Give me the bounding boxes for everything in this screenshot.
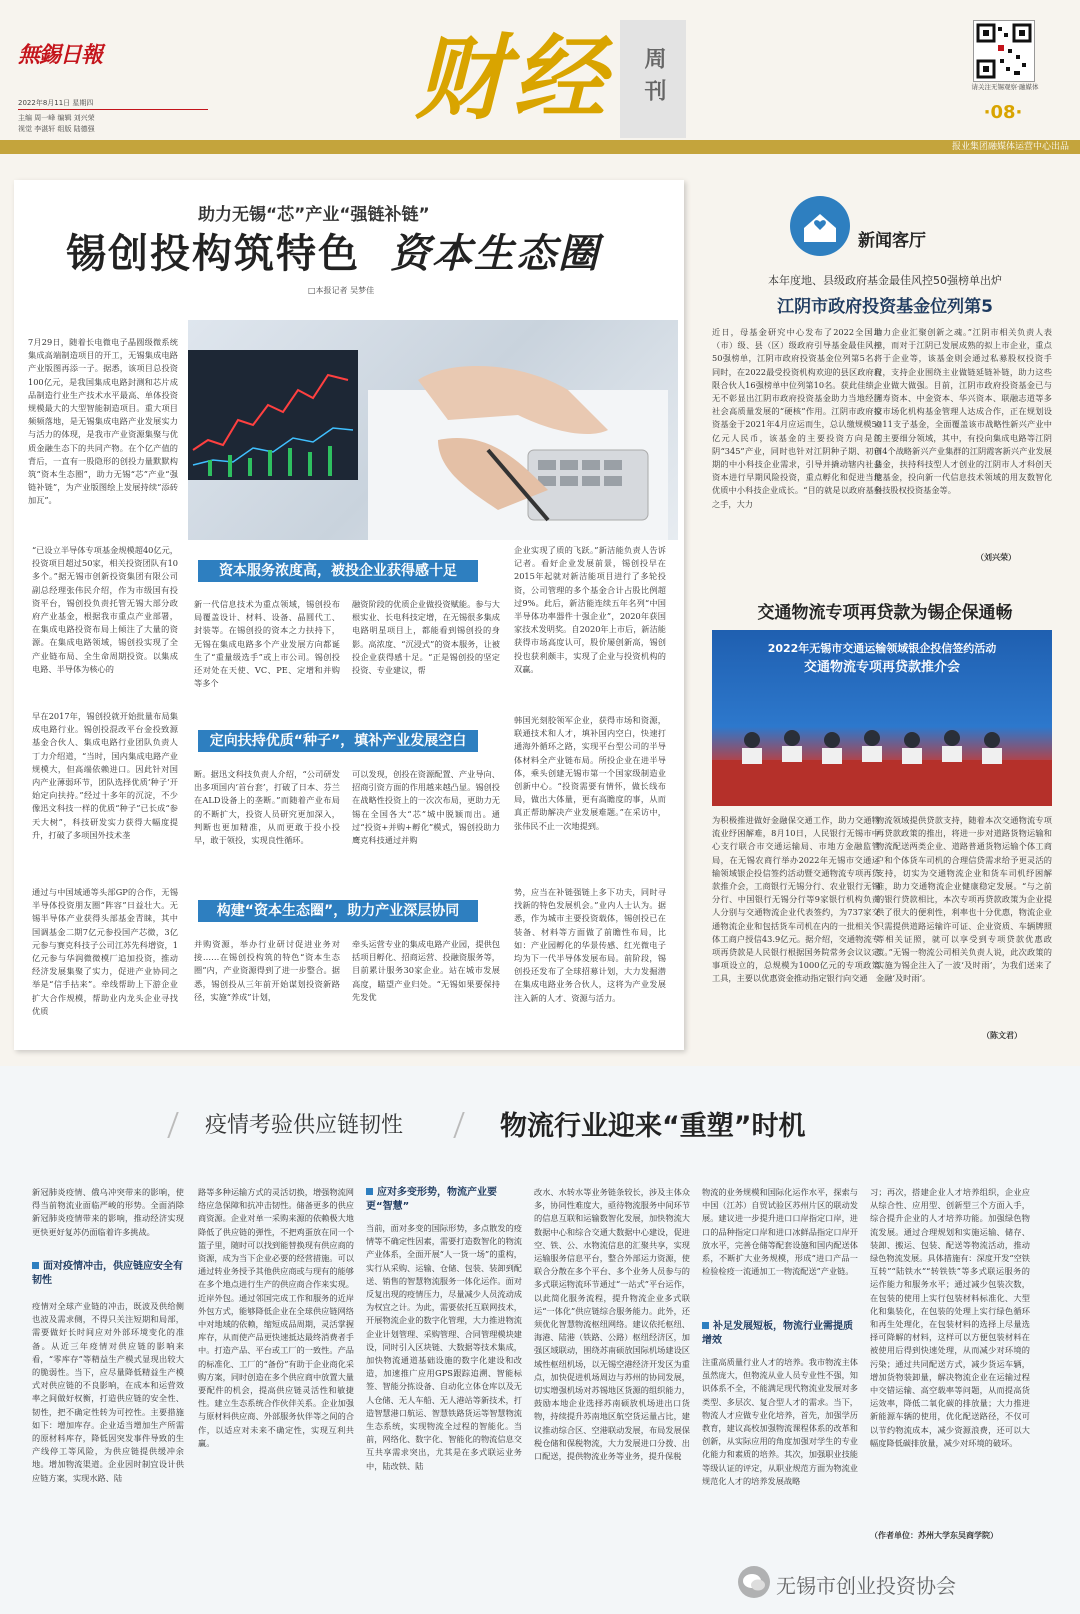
banner-text: 报业集团融媒体运营中心出品 [951,142,1069,152]
lead-col1-p3: 通过与中国域通等头部GP的合作，无锡半导体投资朋友圈“阵容”日益壮大。无锡半导体产业获得头部基金青睐，其中国调基金二期7亿元参投国产芯微，3亿元参与赛克科技子公司江苏先科增资，1亿元参与华润微微模厂追加投资，推动经济发展集聚了实力，促进产业协同之举是“信手拈来”。牵线帮助上下游企业扩大合作规模，帮助业内龙头企业寻找优质 [32,887,178,1016]
bottom-col2-body: 路等多种运输方式的灵活切换，增强物流网络应急保障和抗冲击韧性。储备更多的供应商资源。企业对单一采购来源的依赖极大地降低了供应链的弹性，不把鸡蛋放在同一个篮子里，随时可以找到能替换现有供应商的资源，成为当下企业必要的经营措施。可以通过转业务授予其他供应商或与现有的能够在多个地点进行生产的供应商合作来实现。近岸外包。通过邻国完成工作和服务的近岸外包方式，能够降低企业在全球供应链网络中对地域的依赖，缩短成品周期，灵活掌握库存，从而使产品更快速抵达最终消费者手中。打造产品、平台或工厂的一致性。产品的标准化、工厂的“备份”有助于企业商化采购方案，同时创造在多个供应商中放置大量要配件的机会，提高供应链灵活性和敏捷性。建立生态系统合作伙伴关系。企业加强与原材料供应商、外部服务伙伴等之间的合作，以适应对未来不确定性，实现互利共赢。 [198,1187,354,1448]
bottom-col6-body: 习；再次，搭建企业人才培养组织，企业应从综合性、应用型、创新型三个方面入手，综合提升企业的人才培养功能。加强绿色物流发展。通过合理规划和实施运输、储存、装卸、搬运、包装、配送等物流活动，推动绿色物流发展。具体措施有：深度开发“空铁互转”“陆铁水”“转铁铁”等多式联运服务的运作能力和服务水平；通过减少包装次数，在包装的使用上实行包装材料标准化、大型化和集装化，在包装的处理上实行绿色循环和再生处理化，在包装材料的选择上尽量选择可降解的材料，这样可以方便包装材料在被使用后得到快速处理，从而减少对环境的污染；通过共同配送方式，减少货运车辆，增加货物装卸量，解决物流企业在运输过程中交错运输、高空载率等问题，从而提高货运效率，降低二氧化碳的排放量；大力推进新能源车辆的使用，优化配送路径，不仅可以节约物流成本，减少资源浪费，还可以大幅度降低碳排放量，减少对环境的破坏。 [870,1187,1030,1448]
lead-photo [188,320,678,540]
bottom-col6-author: （作者单位：苏州大学东吴商学院） [870,1531,998,1540]
section1-col2: 融资阶段的优质企业做投资赋能。参与大根实业、长电科技定增，在无锡很多集成电路明星项目上，都能看到锡创投的身影。高浓度、“沉浸式”的资本服务，让被投企业获得感十足。“正是锡创投的坚定投资、专业建议，帮 [352,599,500,676]
bottom-col3-subhead-text: 应对多变形势，物流产业要更“智慧” [366,1187,497,1212]
newsroom-kicker: 本年度地、县级政府基金最佳风控50强榜单出炉 [768,274,1002,287]
section2-col1: 断。据迅文科技负责人介绍，“公司研发出多项国内‘首台套’，打破了日本、芬兰在ALD设备上的垄断。”而随着产业布局的不断扩大，投资人员研究更加深入，判断也更加精准，从而更敢于投小投早，敢于领投，实现良性循环。 [194,769,340,846]
watermark-text: 无锡市创业投资协会 [776,1574,956,1598]
bottom-col5-subhead [702,1320,858,1348]
bottom-col1-subhead-text: 面对疫情冲击，供应链应安全有韧性 [32,1261,183,1286]
lead-headline-a: 锡创投构筑特色 [66,230,360,277]
newsroom-col2: 助力企业汇聚创新之魂。”江阴市相关负责人表示，而对于江阴已发展成熟的拟上市企业，重点将于企业等，该基金则会通过私募股权投资手段，支持企业围绕主业做链延链补链，助力这些企业做大做强。目前，江阴市政府投资基金已与国寿资本、中金资本、华兴资本、联融志道等多家市场化机构基金管理人达成合作，正在规划设立11支子基金，全面覆盖该市战略性新兴产业中的主要细分领域，其中，有投向集成电路等江阴市4个战略新兴产业集群的江阴霞客新兴产业发展基金，扶持科技型人才创业的江阴市人才科创天使基金，投向新一代信息技术领域的用友数智化科技股权投资基金等。 [874,327,1052,496]
section3-col3: 势，应当在补链强链上多下功夫，同时寻找新的特色发展机会。”业内人士认为。据悉，作为城市主要投资载体，锡创投已在装备、材料等方面做了前瞻性布局，比如：产业园孵化的华景传感、红光微电子均为下一代半导体发展布局。前阶段，锡创投还发布了全球招募计划，大力发掘潜在集成电路业务合伙人，这将为产业发展注入新的人才、资源与活力。 [514,887,666,1003]
logistics-col1: 为积极推进做好金融保交通工作，助力交通物流业纾困解难，8月10日，人民银行无锡市中心支行联合市交通运输局、市地方金融监管局，在无锡农商行举办2022年无锡市交通运输领域银企投信签约活动暨交通物流专项再贷款推介会，工商银行无锡分行、农业银行无锡分行、中国银行无锡分行等9家银行机构负责人分别与交通物流企业代表签约，为737家交通物流企业和包括货车司机在内的一批相关个体工商户授信43.9亿元。据介绍，交通物流专项再贷款是人民银行根据国务院常务会议议定事项设立的，总规模为1000亿元的专项政策工具，主要以优惠资金推动指定银行向交通 [712,815,880,984]
photo-banner-line-1: 2022年无锡市交通运输领域银企投信签约活动 [767,642,997,655]
chat-bubble-icon [738,1566,770,1598]
section2-col2: 可以发现，创投在资源配置、产业导向、招商引资方面的作用越来越凸显。锡创投在战略性投资上的一次次布局，更助力无锡在全国各大“芯”城中脱颖而出。通过“投资+并购+孵化”模式，锡创投助力鹰克科技通过并购 [352,769,500,846]
lead-col1-p1: “已设立半导体专项基金规模超40亿元，投资项目超过50家，相关投资团队有10多个。”据无锡市创新投资集团有限公司副总经理张伟民介绍，作为市级国有投资平台，锡创投负责托管无锡大部分政府产业基金，根据我市重点产业部署，在集成电路投资布局上倾注了大量的资源。在集成电路领域，锡创投实现了全产业链布局、全生命周期投资。以集成电路、半导体为核心的 [32,545,178,674]
section-heading-3: 构建“资本生态圈”，助力产业深层协同 [198,900,478,922]
photo-banner-line-2: 交通物流专项再贷款推介会 [803,660,960,675]
page-number: ·08· [983,102,1023,123]
newsroom-author: （刘兴荣） [976,553,1016,562]
logistics-author: （陈文君） [982,1031,1022,1040]
paper-name-logo: 無錫日報 [18,42,103,68]
bottom-col1-subhead [32,1260,184,1288]
bottom-col4-body: 改水、水转水等业务链条较长，涉及主体众多，协同性难度大，亟待物流服务中间环节的信息互联和运输数智化发展，加快物流大数据中心和综合交通大数据中心建设，促进空、铁、公、水物流信息的汇聚共享，实现运输服务信息平台，整合外部运力资源，使联合分散在多个平台、多个业务人员参与的多式联运物流环节通过“一站式”平台运作，以此简化服务流程，提升物流企业多式联运“一体化”供应链综合服务能力。此外，还须优化智慧物流枢纽网络。建议依托枢纽、海港、陆港（铁路、公路）枢纽经济区，加强区域联动，围绕苏南硕放国际机场建设区域性枢纽机场，以无锡空港经济开发区为重点，加快促进机场周边与苏州的协同发展，切实增强机场对苏锡地区货源的组织能力，鼓励本地企业选择苏南硕放机场进出口货物，持续提升苏南地区航空货运量占比，建议推动综合区、空港联动发展，布局发展保税仓储和保税物流，大力发展进口分拨、出口配送，提供物流业务等业务，提升保税 [534,1187,690,1462]
newsroom-label: 新闻客厅 [858,231,926,251]
bottom-title-left: 疫情考验供应链韧性 [205,1113,404,1138]
lead-headline-b: 资本生态圈 [390,230,600,277]
section3-col1: 并购资源，举办行业研讨促进业务对接……在锡创投构筑的特色“资本生态圈”内，产业资源得到了进一步整合。据悉，锡创投从三年前开始谋划投资新路径，实施“养成”计划， [194,939,340,1002]
qr-caption: 请关注无锡观察·融媒体 [971,83,1039,91]
section-heading-1: 资本服务浓度高，被投企业获得感十足 [198,560,478,582]
issue-date: 2022年8月11日 星期四 [18,99,94,107]
bottom-col1-body: 疫情对全球产业链的冲击，既波及供给侧也波及需求侧，不得只关注短期和局部，需要做好长时间应对外部环境变化的准备。从近三年疫情对供应链的影响来看，“零库存”等精益生产模式显现出较大的脆弱性。当下，应尽量降低精益生产模式对供应链的不良影响，在成本和运营效率之间做好权衡，打造供应链的安全性、韧性，把不确定性转为可控性。主要措施如下：增加库存。企业适当增加生产所需的原材料库存，降低因突发事件导致的生产线停工等风险，为供应链提供缓冲余地。增加物流渠道。企业因时制宜设计供应链方案，实现水路、陆 [32,1301,184,1483]
lead-byline: □本报记者 吴梦佳 [308,286,375,295]
section-heading-2: 定向扶持优质“种子”，填补产业发展空白 [198,730,478,752]
section3-col2: 牵头运营专业的集成电路产业园，提供包括项目孵化、招商运营、投融资服务等，目前累计服务30家企业。站在城市发展高度，瞄望产业归处。“无锡如果要保持先发优 [352,939,500,1002]
newsroom-col1: 近日，母基金研究中心发布了2022全国地（市）级、县（区）级政府引导基金最佳风控50强榜单，江阴市政府投资基金位列第5名；同时，在2022最受投资机构欢迎的县区政府有限合伙人16强榜单中位列第10名。获此佳绩，无不彰显出江阴市政府投资基金助力当地经济社会高质量发展的“硬核”作用。江阴市政府投资基金于2021年4月应运而生，总认缴规模50亿元人民币，该基金的主要投资方向是江阴“345”产业，同时也针对江阴种子期、初创期的中小科技企业需求，引导并撬动辖内社会资本进行早期风险投资，重点孵化和促进当地优质中小科技企业成长。“目的就是以政府基金之手，大力 [712,327,882,509]
wechat-watermark-icon [738,1566,770,1598]
subhead-bullet-icon [702,1322,709,1329]
qr-code-icon [974,21,1034,81]
subhead-bullet-icon [366,1188,373,1195]
section-title-caijing: 财经 [415,24,612,132]
section1-col1: 新一代信息技术为重点领域，锡创投布局覆盖设计、材料、设备、晶圆代工、封装等。在锡创投的资本之力扶持下，无锡在集成电路多个产业发展方向都诞生了“重量级选手”或上市公司。锡创投还对处在天使、VC、PE、定增和并购等多个 [194,599,340,689]
stock-chart-photo-icon [188,320,678,540]
weekly-tag: 周刊 [620,20,686,138]
lead-intro: 7月29日，随着长电微电子晶圆级微系统集成高端制造项目的开工，无锡集成电路产业版图再添一子。据悉，该项目总投资100亿元，是我国集成电路封测和芯片成品制造行业生产技术水平最高、单体投资规模最大的大型智能制造项目。重大项目频频落地，是无锡集成电路产业发展实力与活力的体现，是我市产业资源集聚与优质金融生态下的共同产物。在个亿产值的背后，一直有一股隐形的创投力量默默构筑“资本生态圈”，助力无锡“芯”产业“强链补链”，为产业版图绘上发展持续“添砖加瓦”。 [28,337,178,506]
section1-col3: 企业实现了质的飞跃。”新洁能负责人告诉记者。看好企业发展前景，锡创投早在2015年起就对新洁能项目进行了多轮投资，公司管理的多个基金合计占股比例超过9%。此后，新洁能连续五年名列“中国半导体功率器件十强企业”，2020年获国家技术发明奖。自2020年上市后，新洁能获得市场高度认可，股价屡创新高，锡创投也获利颇丰，实现了企业与投资机构的双赢。 [514,545,666,674]
bottom-col1-intro: 新冠肺炎疫情、俄乌冲突带来的影响，使得当前物流业面临严峻的形势。全面消除新冠肺炎疫情带来的影响，推动经济实现更快更好复苏仍面临着许多挑战。 [32,1187,184,1237]
bottom-col5-body2: 注重高质量行业人才的培养。我市物流主体虽然庞大，但物流从业人员专业性不强，知识体系不全，不能满足现代物流业发展对多类型、多层次、复合型人才的需求。当下，物流人才应做专业化培养，首先，加强学历教育，建议高校加强物流课程体系的改革和创新，从实际应用的角度加强对学生的专业化能力和素质的培养。其次，加强职业技能等级认证的评定，从职业规范方面为物流业规范化人才的培养发展战略 [702,1357,858,1486]
newsroom-logo [790,196,850,256]
masthead-rule [18,109,208,110]
editors-line-2: 视觉 李湛轩 组版 陆德强 [18,125,95,133]
bottom-col5-subhead-text: 补足发展短板，物流行业需提质增效 [702,1321,853,1346]
bottom-col5-body: 物流的业务规模和国际化运作水平，探索与中国（江苏）自贸试验区苏州片区的联动发展。建议进一步提升进口口岸指定口岸，进口的品种指定口岸和进口冰鲜品指定口岸开放水平，完善仓储等配套设施和国内配送体系，不断扩大业务规模，形成“进口产品一检验检疫一流通加工一物流配送”产业链。 [702,1187,858,1277]
lead-kicker: 助力无锡“芯”产业“强链补链” [198,205,430,225]
lead-col1-p2: 早在2017年，锡创投就开始批量布局集成电路行业。锡创投混改平台金投致源基金合伙人、集成电路行业团队负责人丁力介绍道，“当时，国内集成电路产业规模大，但高端依赖进口。因此针对国内产业薄弱环节，团队选择优质‘种子’开始定向扶持。”经过十多年的沉淀，不少像迅文科技一样的优质“种子”已长成“参天大树”，科技研发实力获得大幅度提升，打破了多项国外技术垄 [32,711,178,840]
newsroom-headline: 江阴市政府投资基金位列第5 [777,297,993,317]
bottom-col3-body: 当前，面对多变的国际形势，多点散发的疫情等不确定性因素，需要打造数智化的物流产业体系，全面开展“人一货一场”的重构，实行从采购、运输、仓储、包装、装卸到配送、销售的智慧物流服务一体化运作。面对反复出现的疫情压力，尽量减少人员流动成为权宜之计。为此，需要依托互联网技术，开展物流企业的数字化管理，大力推进物流企业计划管理、采购管理、合同管理模块建设，同时引入区块链、大数据等技术集成，加快物流通道基础设施的数字化建设和改造，加速推广应用GPS跟踪追溯、智能标签、智能分拣设备、自动化立体仓库以及无人仓储、无人车船、无人港站等新技术，打造智慧港口航运、智慧铁路货运等智慧物流生态系统，实现物流全过程的智能化。当前，网络化、数字化、智能化的物流信息交互共享需求突出，尤其是在多式联运业务中，陆改铁、陆 [366,1223,522,1471]
logistics-headline: 交通物流专项再贷款为锡企保通畅 [757,603,1013,623]
logistics-col2: 物流领域提供贷款支持，随着本次交通物流专项再贷款政策的推出，将进一步对道路货物运输和物流配送两类企业、道路普通货物运输个体工商户和个体货车司机的合理信贷需求给予更灵活的支持，切实为交通物流企业和货车司机纾困解难，助力交通物流企业健康稳定发展。“与之前的银行贷款相比，本次专项再贷款政策为企业提供了很大的便利性，利率也十分优惠，物流企业只需提供道路运输许可证、企业资质、车辆牌照等相关证照，就可以享受到专项贷款优惠政策。”无锡一物流公司相关负责人说，此次政策的实施为锡企注入了一波‘及时雨’，为我们送来了金融‘及时雨’。 [876,815,1052,984]
subhead-bullet-icon [32,1262,39,1269]
bottom-title-right: 物流行业迎来“重塑”时机 [500,1111,806,1142]
house-heart-icon [790,196,850,256]
bottom-col3-subhead [366,1186,522,1214]
editors-line-1: 主编 周一峰 编辑 刘兴荣 [18,114,95,122]
section2-col3: 韩国光刻胶领军企业，获得市场和资源，联通技术和人才，填补国内空白，快速打通海外循环之路，实现平台型公司的半导体材料全产业链布局。所投企业在进半导体，乘头创建无锡市第一个国家级制造业创新中心。“投资需要有情怀，做长线布局，做出大体量，更有高瞻度的事，从而真正帮助解决产业发展难题。”在采访中，张伟民不止一次地提到。 [514,715,666,831]
qr-code[interactable] [973,20,1035,82]
